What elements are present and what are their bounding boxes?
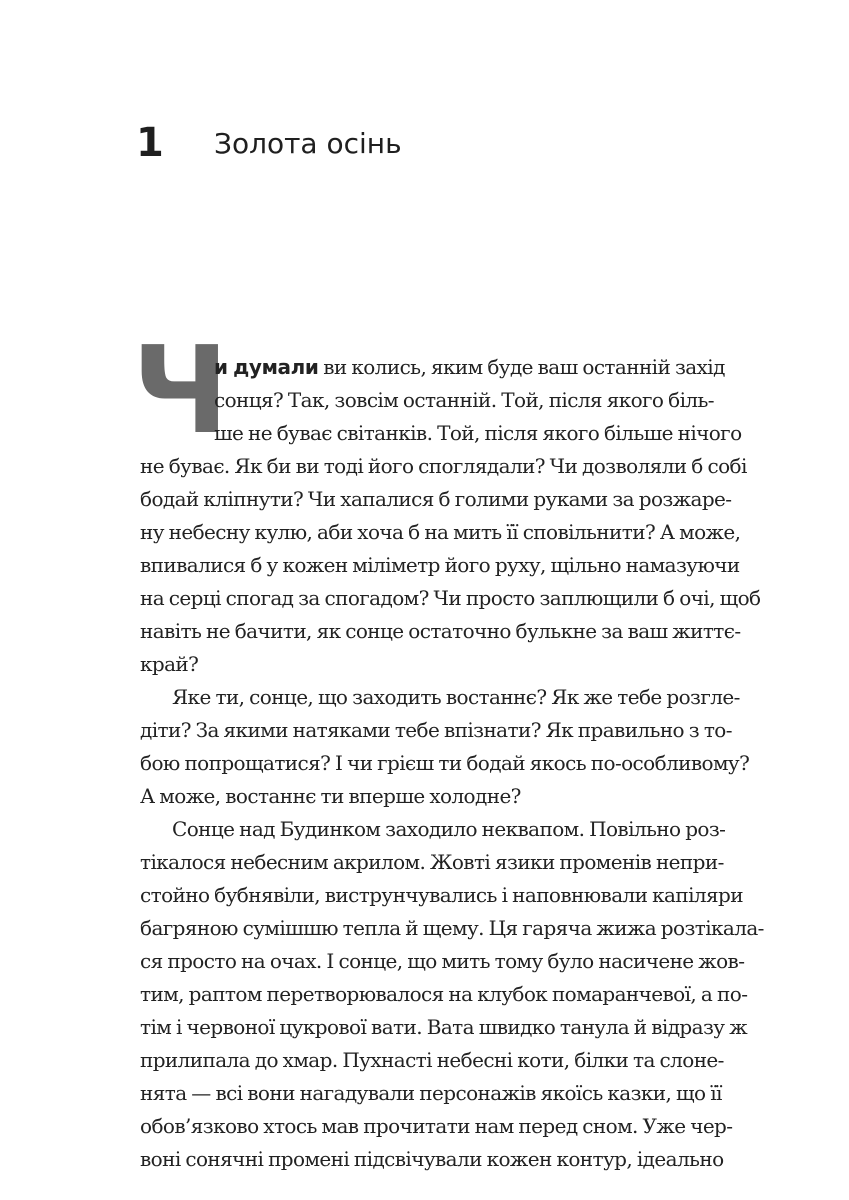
text-line: ну небесну кулю, аби хоча б на мить її сповільнити? А може, xyxy=(140,520,741,544)
text-line: Сонце над Будинком заходило неквапом. Повільно роз- xyxy=(172,817,726,841)
text-line: бодай кліпнути? Чи хапалися б голими руками за розжаре- xyxy=(140,487,732,511)
drop-cap: Ч xyxy=(132,322,229,461)
text-line: А може, востаннє ти вперше холодне? xyxy=(140,784,521,808)
text-line: край? xyxy=(140,652,199,676)
text-line: тікалося небесним акрилом. Жовті язики променів непри- xyxy=(140,850,724,874)
text-line: Яке ти, сонце, що заходить востаннє? Як же тебе розгле- xyxy=(172,685,740,709)
chapter-number: 1 xyxy=(136,120,164,166)
text-line: прилипала до хмар. Пухнасті небесні коти, білки та слоне- xyxy=(140,1048,724,1072)
text-line: сонця? Так, зовсім останній. Той, після якого біль- xyxy=(214,388,714,412)
text-line: бою попрощатися? І чи грієш ти бодай якось по-особливому? xyxy=(140,751,750,775)
text-line: навіть не бачити, як сонце остаточно булькне за ваш життє- xyxy=(140,619,741,643)
text-line: воні сонячні промені підсвічували кожен контур, ідеально xyxy=(140,1147,724,1171)
text-line: ше не буває світанків. Той, після якого більше нічого xyxy=(214,421,742,445)
text-line: обов’язково хтось мав прочитати нам перед сном. Уже чер- xyxy=(140,1114,733,1138)
text-line: не буває. Як би ви тоді його споглядали? Чи дозволяли б собі xyxy=(140,454,747,478)
text-line: нята — всі вони нагадували персонажів якоїсь казки, що її xyxy=(140,1081,722,1105)
text-line: діти? За якими натяками тебе впізнати? Як правильно з то- xyxy=(140,718,732,742)
text-line: ся просто на очах. І сонце, що мить тому було насичене жов- xyxy=(140,949,745,973)
chapter-title: Золота осінь xyxy=(214,127,402,160)
lead-in: и думали xyxy=(214,355,319,379)
text-line xyxy=(214,351,725,384)
text-line: стойно бубнявіли, виструнчувались і наповнювали капіляри xyxy=(140,883,743,907)
text-line: тім і червоної цукрової вати. Вата швидко танула й відразу ж xyxy=(140,1015,747,1039)
text-line: на серці спогад за спогадом? Чи просто заплющили б очі, щоб xyxy=(140,586,761,610)
line-text: ви колись, яким буде ваш останній захід xyxy=(318,355,725,379)
text-line: тим, раптом перетворювалося на клубок помаранчевої, а по- xyxy=(140,982,748,1006)
text-line: багряною сумішшю тепла й щему. Ця гаряча жижа розтікала- xyxy=(140,916,764,940)
text-line: впивалися б у кожен міліметр його руху, щільно намазуючи xyxy=(140,553,740,577)
